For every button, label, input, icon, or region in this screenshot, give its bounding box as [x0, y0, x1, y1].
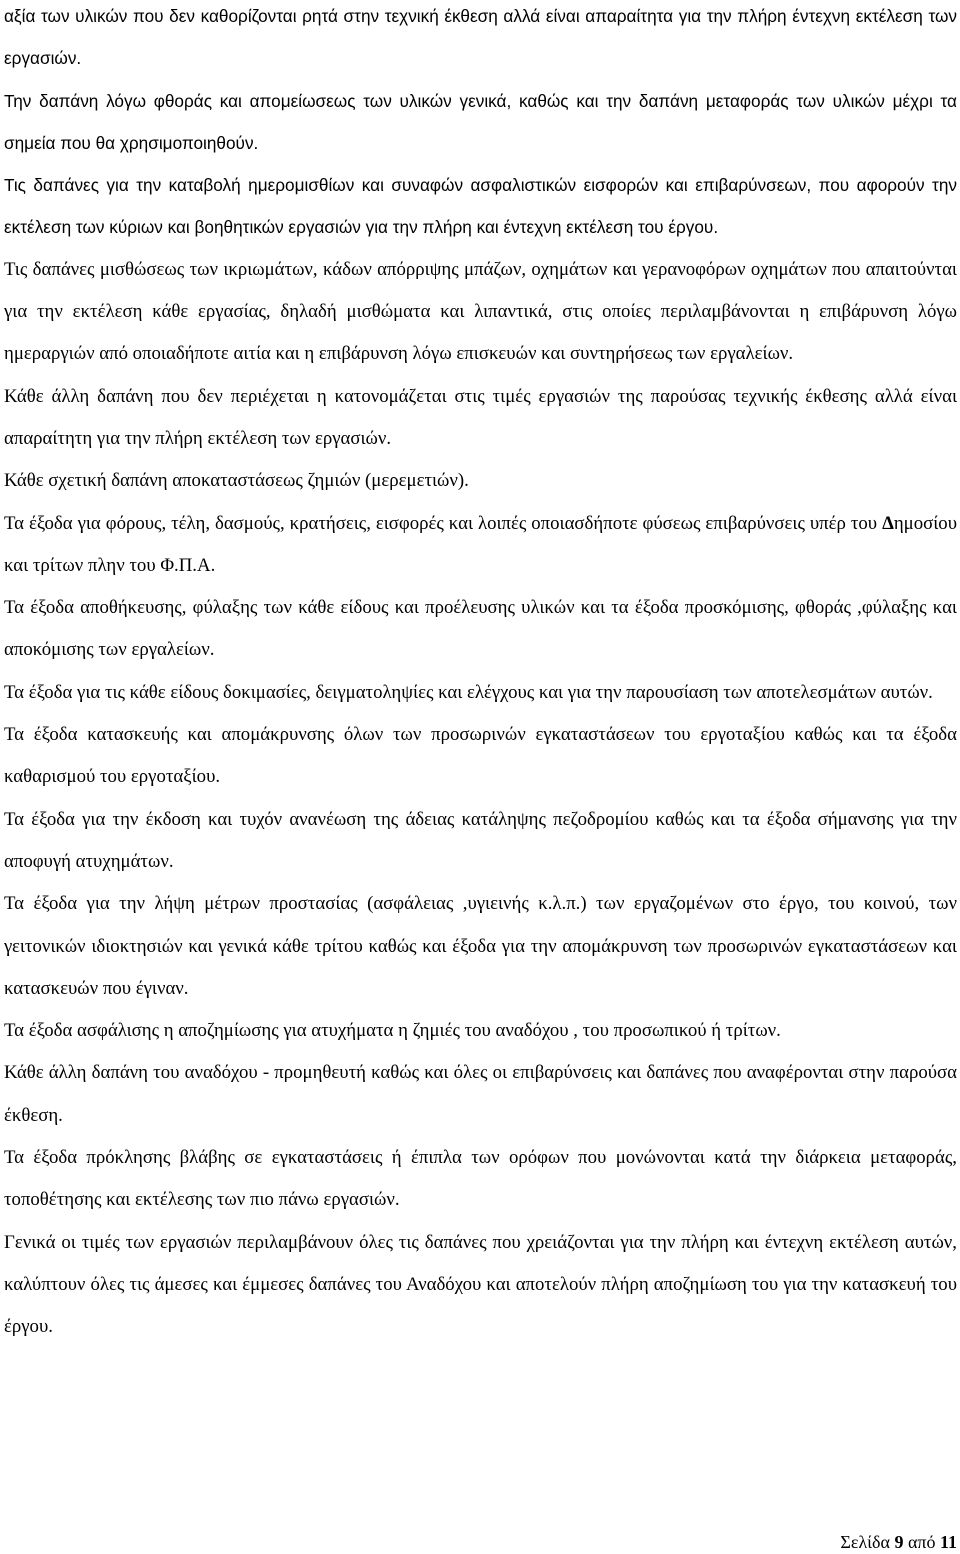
paragraph-storage: Τα έξοδα αποθήκευσης, φύλαξης των κάθε είδους και προέλευσης υλικών και τα έξοδα προσκόμισης, φθοράς ,φύλαξης και αποκόμισης των εργαλείων. — [4, 597, 957, 661]
paragraph-wages: Τις δαπάνες για την καταβολή ημερομισθίων και συναφών ασφαλιστικών εισφορών και επιβαρύνσεων, που αφορούν την εκτέλεση των κύριων και βοηθητικών εργασιών για την πλήρη και έντεχνη εκτέλεση του έργου. — [4, 175, 957, 238]
paragraph-general-prices: Γενικά οι τιμές των εργασιών περιλαμβάνουν όλες τις δαπάνες που χρειάζονται για την πλήρη και έντεχνη εκτέλεση αυτών, καλύπτουν όλες τις άμεσες και έμμεσες δαπάνες του Αναδόχου και αποτελούν πλήρη αποζημίωση του για την κατασκευή του έργου. — [4, 1231, 957, 1338]
paragraph-taxes-bold-letter: Δ — [882, 512, 894, 534]
paragraph-safety-measures: Τα έξοδα για την λήψη μέτρων προστασίας (ασφάλειας ,υγιεινής κ.λ.π.) των εργαζομένων στο έργο, του κοινού, των γειτονικών ιδιοκτησιών και γενικά κάθε τρίτου καθώς και έξοδα για την απομάκρυνση των προσωρινών εγκαταστάσεων και κατασκευών που έγιναν. — [4, 893, 957, 999]
paragraph-taxes-text-after: ημοσίου και τρίτων πλην του Φ.Π.Α. — [4, 512, 957, 576]
page-total: 11 — [939, 1532, 957, 1552]
paragraph-other-costs: Κάθε άλλη δαπάνη που δεν περιέχεται η κατονομάζεται στις τιμές εργασιών της παρούσας τεχνικής έκθεσης αλλά είναι απαραίτητη για την πλήρη εκτέλεση των εργασιών. — [4, 385, 957, 449]
document-body — [4, 0, 957, 1349]
paragraph-site-facilities: Τα έξοδα κατασκευής και απομάκρυνσης όλων των προσωρινών εγκαταστάσεων του εργοταξίου καθώς και τα έξοδα καθαρισμού του εργοταξίου. — [4, 724, 957, 788]
paragraph-damage-repair: Κάθε σχετική δαπάνη αποκαταστάσεως ζημιών (μερεμετιών). — [4, 470, 469, 492]
paragraph-insurance: Τα έξοδα ασφάλισης η αποζημίωσης για ατυχήματα η ζημιές του αναδόχου , του προσωπικού ή τρίτων. — [4, 1020, 781, 1042]
paragraph-contractor-costs: Κάθε άλλη δαπάνη του αναδόχου - προμηθευτή καθώς και όλες οι επιβαρύνσεις και δαπάνες που αναφέρονται στην παρούσα έκθεση. — [4, 1062, 957, 1126]
page-separator: από — [907, 1532, 936, 1552]
page-label: Σελίδα — [840, 1532, 890, 1552]
paragraph-taxes-text-before: Τα έξοδα για φόρους, τέλη, δασμούς, κρατήσεις, εισφορές και λοιπές οποιασδήποτε φύσεως επιβαρύνσεις υπέρ του — [4, 512, 883, 534]
page-current: 9 — [894, 1532, 904, 1552]
paragraph-scaffolding-rental: Τις δαπάνες μισθώσεως των ικριωμάτων, κάδων απόρριψης μπάζων, οχημάτων και γερανοφόρων οχημάτων που απαιτούνται για την εκτέλεση κάθε εργασίας, δηλαδή μισθώματα και λιπαντικά, στις οποίες περιλαμβάνονται η επιβάρυνση λόγω ημεραργιών από οποιαδήποτε αιτία και η επιβάρυνση λόγω επισκευών και συντηρήσεως των εργαλείων. — [4, 258, 957, 365]
paragraph-damage-floors: Τα έξοδα πρόκλησης βλάβης σε εγκαταστάσεις ή έπιπλα των ορόφων που μονώνονται κατά την διάρκεια μεταφοράς, τοποθέτησης και εκτέλεσης των πιο πάνω εργασιών. — [4, 1147, 957, 1211]
paragraph-materials-wear: Την δαπάνη λόγω φθοράς και απομείωσεως των υλικών γενικά, καθώς και την δαπάνη μεταφοράς των υλικών μέχρι τα σημεία που θα χρησιμοποιηθούν. — [4, 90, 957, 153]
page-number-footer — [840, 1531, 957, 1553]
paragraph-sidewalk-permit: Τα έξοδα για την έκδοση και τυχόν ανανέωση της άδειας κατάληψης πεζοδρομίου καθώς και τα έξοδα σήμανσης για την αποφυγή ατυχημάτων. — [4, 808, 957, 872]
paragraph-materials-value: αξία των υλικών που δεν καθορίζονται ρητά στην τεχνική έκθεση αλλά είναι απαραίτητα για την πλήρη έντεχνη εκτέλεση των εργασιών. — [4, 6, 957, 68]
paragraph-testing: Τα έξοδα για τις κάθε είδους δοκιμασίες, δειγματοληψίες και ελέγχους και για την παρουσίαση των αποτελεσμάτων αυτών. — [4, 681, 933, 703]
paragraph-taxes — [4, 503, 957, 588]
